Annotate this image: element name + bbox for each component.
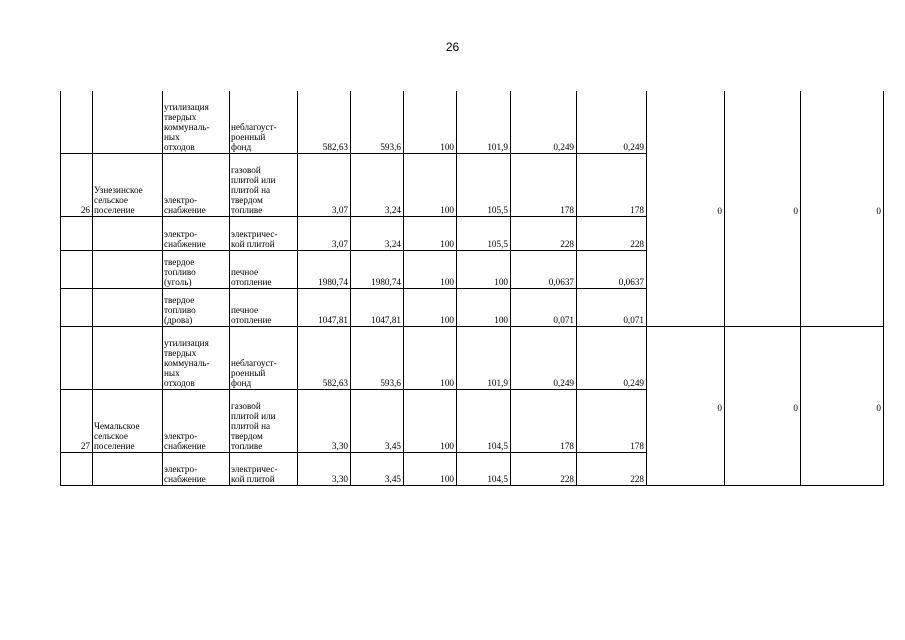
- table-cell-v6: 0,071: [623, 315, 644, 325]
- table-cell-v6: 178: [630, 441, 644, 451]
- table-cell-v3: 100: [440, 277, 454, 287]
- table-cell-settlement: Узнезинское сельское поселение: [94, 185, 143, 215]
- table-cell-v1: 3,30: [331, 441, 348, 451]
- table-cell-num: 27: [80, 441, 90, 451]
- table-cell-v4: 105,5: [487, 239, 508, 249]
- table-cell-v5: 0,071: [553, 315, 574, 325]
- table-cell-resource: утилизация твердых коммуналь- ных отходов: [164, 102, 210, 152]
- group-value-a: 0: [717, 403, 722, 413]
- table-cell-v1: 1047,81: [318, 315, 348, 325]
- table-cell-v2: 593,6: [380, 142, 401, 152]
- group-value-c: 0: [876, 403, 881, 413]
- table-vline: [883, 91, 884, 486]
- table-cell-resource: электро- снабжение: [164, 229, 206, 249]
- table-cell-v2: 3,24: [384, 239, 401, 249]
- table-cell-v6: 0,249: [623, 378, 644, 388]
- table-hline: [60, 216, 647, 217]
- table-hline: [60, 153, 647, 154]
- table-hline: [60, 389, 647, 390]
- table-cell-v5: 0,249: [553, 378, 574, 388]
- group-value-b: 0: [793, 403, 798, 413]
- table-cell-v3: 100: [440, 474, 454, 484]
- table-cell-category: неблагоуст- роенный фонд: [231, 122, 277, 152]
- table-cell-category: неблагоуст- роенный фонд: [231, 358, 277, 388]
- table-hline: [60, 452, 647, 453]
- table-cell-v2: 3,45: [384, 441, 401, 451]
- table-cell-category: газовой плитой или плитой на твердом топливе: [231, 165, 276, 215]
- table-cell-resource: электро- снабжение: [164, 195, 206, 215]
- table-cell-v1: 582,63: [322, 378, 348, 388]
- table-cell-v3: 100: [440, 378, 454, 388]
- table-cell-v4: 101,9: [487, 142, 508, 152]
- table-cell-v5: 0,249: [553, 142, 574, 152]
- table-cell-v5: 178: [560, 205, 574, 215]
- table-hline: [60, 250, 647, 251]
- table-cell-v6: 178: [630, 205, 644, 215]
- table-cell-v5: 0,0637: [548, 277, 574, 287]
- table-cell-v6: 228: [630, 239, 644, 249]
- table-cell-settlement: Чемальское сельское поселение: [94, 421, 140, 451]
- table-cell-v4: 100: [494, 277, 508, 287]
- table-cell-v2: 3,45: [384, 474, 401, 484]
- group-value-a: 0: [717, 206, 722, 216]
- table-cell-v1: 1980,74: [318, 277, 348, 287]
- table-cell-v2: 3,24: [384, 205, 401, 215]
- table-cell-v1: 3,30: [331, 474, 348, 484]
- table-cell-v5: 178: [560, 441, 574, 451]
- table-hline: [646, 326, 884, 327]
- table-cell-v1: 3,07: [331, 205, 348, 215]
- table-cell-resource: твердое топливо (уголь): [164, 257, 196, 287]
- table-cell-v2: 1980,74: [371, 277, 401, 287]
- table-cell-category: электричес- кой плитой: [231, 464, 278, 484]
- table-cell-v4: 101,9: [487, 378, 508, 388]
- table-cell-resource: электро- снабжение: [164, 464, 206, 484]
- table-cell-v2: 1047,81: [371, 315, 401, 325]
- table-hline: [60, 485, 884, 486]
- table-cell-v6: 228: [630, 474, 644, 484]
- table-cell-v3: 100: [440, 239, 454, 249]
- table-cell-resource: электро- снабжение: [164, 431, 206, 451]
- table-cell-v4: 100: [494, 315, 508, 325]
- table-vline: [724, 91, 725, 486]
- table-cell-v3: 100: [440, 142, 454, 152]
- table-cell-resource: утилизация твердых коммуналь- ных отходов: [164, 338, 210, 388]
- table-cell-v6: 0,249: [623, 142, 644, 152]
- page-number: 26: [445, 40, 460, 54]
- table-cell-v4: 104,5: [487, 474, 508, 484]
- table-cell-category: печное отопление: [231, 305, 272, 325]
- group-value-c: 0: [876, 206, 881, 216]
- table-cell-resource: твердое топливо (дрова): [164, 295, 196, 325]
- table-cell-v2: 593,6: [380, 378, 401, 388]
- table-cell-v4: 104,5: [487, 441, 508, 451]
- table-cell-v3: 100: [440, 315, 454, 325]
- table-cell-v4: 105,5: [487, 205, 508, 215]
- table-vline: [800, 91, 801, 486]
- table-cell-category: печное отопление: [231, 267, 272, 287]
- group-value-b: 0: [793, 206, 798, 216]
- table-cell-v5: 228: [560, 239, 574, 249]
- table-cell-v1: 582,63: [322, 142, 348, 152]
- table-hline: [60, 326, 647, 327]
- table-cell-num: 26: [80, 205, 90, 215]
- table-cell-v1: 3,07: [331, 239, 348, 249]
- table-hline: [60, 288, 647, 289]
- table-cell-v3: 100: [440, 441, 454, 451]
- table-cell-v6: 0,0637: [618, 277, 644, 287]
- table-cell-v5: 228: [560, 474, 574, 484]
- table-cell-category: электричес- кой плитой: [231, 229, 278, 249]
- table-cell-v3: 100: [440, 205, 454, 215]
- table-cell-category: газовой плитой или плитой на твердом топливе: [231, 401, 276, 451]
